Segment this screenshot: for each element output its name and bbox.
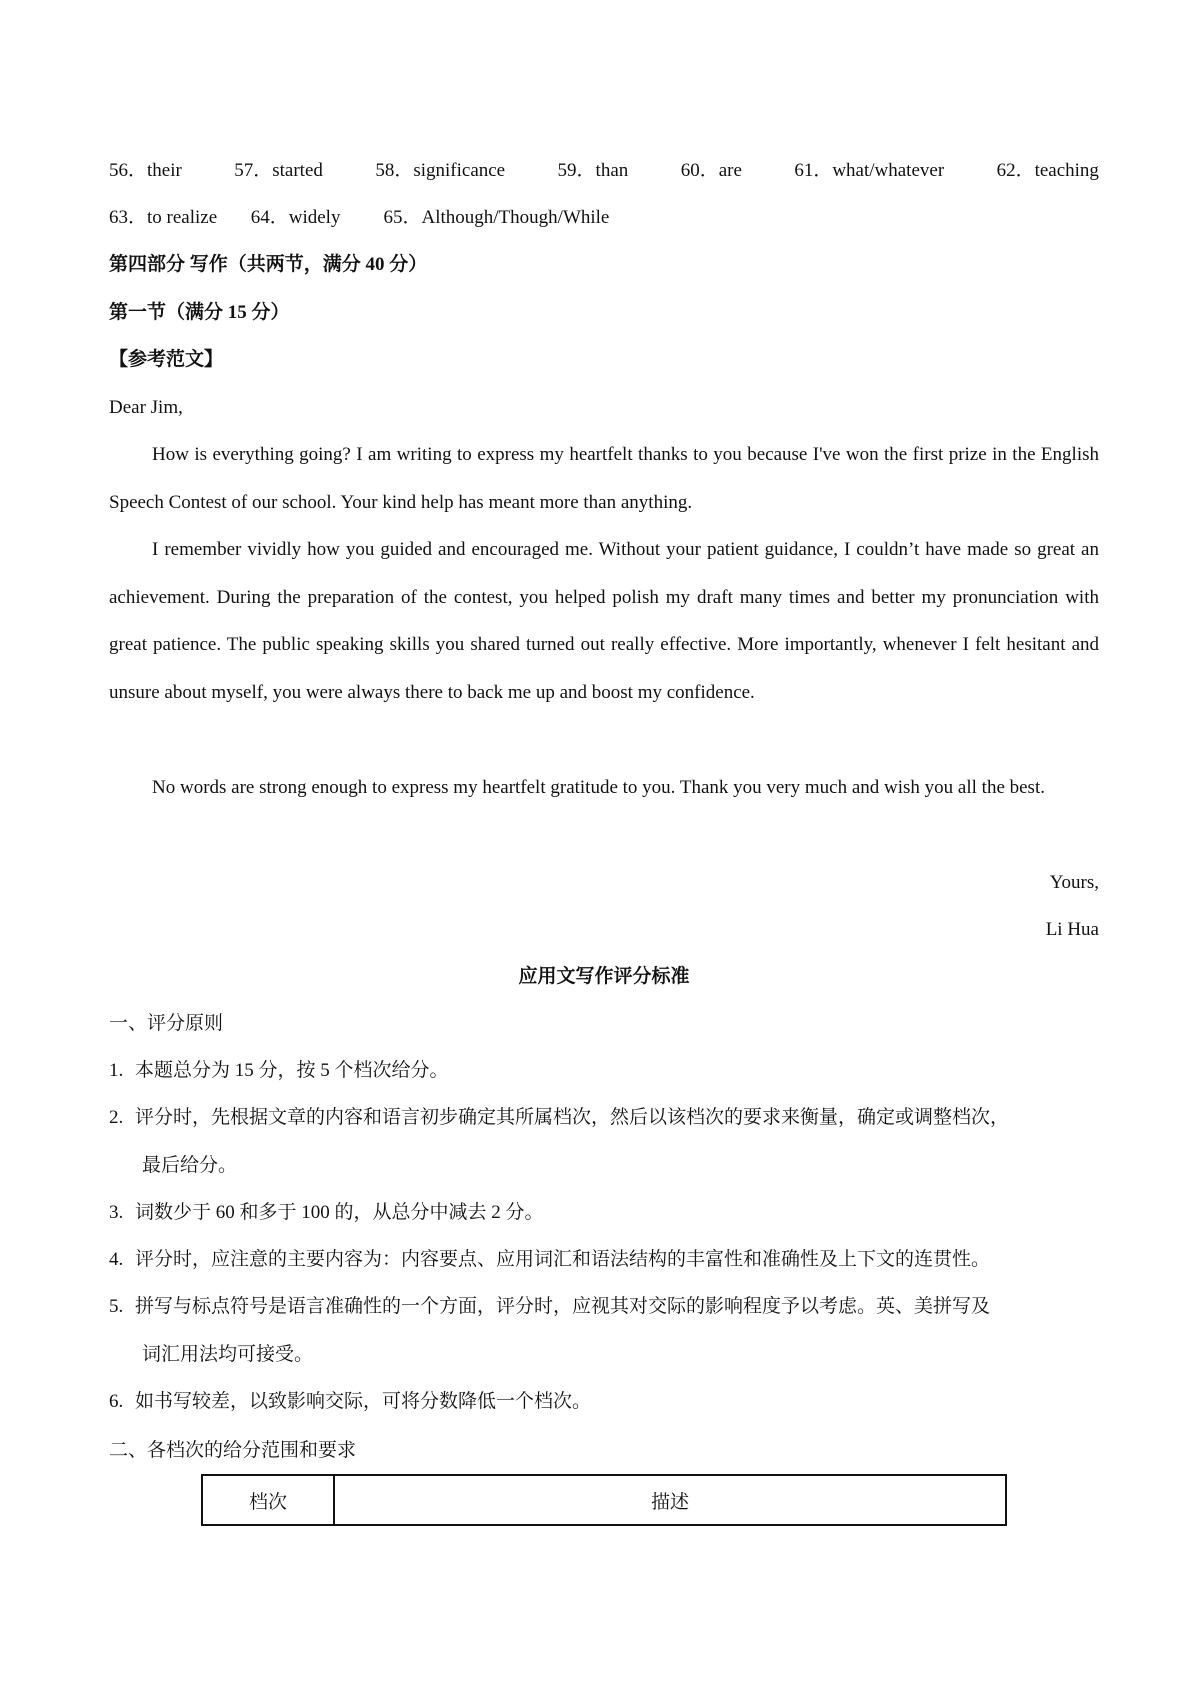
grading-table (201, 1474, 1007, 1526)
criteria-section1-heading: 一、评分原则 (109, 1013, 224, 1034)
criteria-title: 应用文写作评分标准 (518, 966, 690, 987)
table-header-row (202, 1475, 1006, 1525)
rule-text: 本题总分为 15 分，按 5 个档次给分。 (135, 1060, 449, 1081)
answer-item: 63．to realize (109, 207, 218, 228)
answer-item: 61．what/whatever (794, 160, 945, 181)
letter-paragraph-1: How is everything going? I am writing to express my heartfelt thanks to you because I've won the first prize in the English Speech Contest of our school. Your kind help has meant more than anything. (109, 444, 1099, 513)
table-header-description: 描述 (334, 1475, 1006, 1525)
rule-continuation: 最后给分。 (142, 1154, 238, 1176)
answer-item: 64．widely (250, 207, 341, 228)
rule-text: 评分时，先根据文章的内容和语言初步确定其所属档次，然后以该档次的要求来衡量，确定或调整档次， (135, 1107, 1010, 1128)
rule-item-3 (109, 1189, 1099, 1237)
rule-text: 评分时，应注意的主要内容为：内容要点、应用词汇和语法结构的丰富性和准确性及上下文的连贯性。 (135, 1249, 991, 1270)
rule-text: 如书写较差，以致影响交际，可将分数降低一个档次。 (135, 1391, 592, 1412)
section-title: 第四部分 写作（共两节，满分 40 分） (109, 254, 428, 275)
letter-salutation: Dear Jim, (109, 397, 183, 418)
answer-item: 62．teaching (996, 160, 1099, 181)
rule-item-5 (109, 1283, 1099, 1378)
answer-item: 58．significance (375, 160, 506, 181)
rule-number: 3. (109, 1202, 124, 1223)
rule-item-1 (109, 1047, 1099, 1095)
answer-row-1 (109, 158, 1099, 184)
answer-item: 59．than (557, 160, 629, 181)
sample-label: 【参考范文】 (109, 349, 224, 370)
rule-item-4 (109, 1236, 1099, 1284)
rule-continuation: 词汇用法均可接受。 (142, 1343, 314, 1365)
answer-item: 56．their (109, 160, 182, 181)
letter-signature: Li Hua (1045, 919, 1099, 940)
rule-number: 2. (109, 1107, 124, 1128)
letter-paragraph-2: I remember vividly how you guided and encouraged me. Without your patient guidance, I couldn’t have made so great an achievement. During the preparation of the contest, you helped polish my draft many times and better my pronunciation with great patience. The public speaking skills you shared turned out really effective. More importantly, whenever I felt hesitant and unsure about myself, you were always there to back me up and boost my confidence. (109, 539, 1099, 703)
answer-item: 65．Although/Though/While (383, 207, 610, 228)
answer-item: 57．started (234, 160, 323, 181)
answer-row-2 (109, 205, 609, 231)
criteria-section2-heading: 二、各档次的给分范围和要求 (109, 1440, 357, 1461)
rule-item-6 (109, 1378, 1099, 1426)
rule-number: 6. (109, 1391, 124, 1412)
table-header-level: 档次 (202, 1475, 334, 1525)
rule-number: 4. (109, 1249, 124, 1270)
rule-item-2 (109, 1094, 1099, 1189)
rule-text: 拼写与标点符号是语言准确性的一个方面，评分时，应视其对交际的影响程度予以考虑。英、美拼写及 (135, 1296, 991, 1317)
rule-number: 5. (109, 1296, 124, 1317)
subsection-title: 第一节（满分 15 分） (109, 302, 290, 323)
letter-closing: Yours, (1049, 872, 1099, 893)
rule-number: 1. (109, 1060, 124, 1081)
letter-paragraph-3: No words are strong enough to express my heartfelt gratitude to you. Thank you very much and wish you all the best. (152, 777, 1045, 798)
rule-text: 词数少于 60 和多于 100 的，从总分中减去 2 分。 (135, 1202, 544, 1223)
answer-item: 60．are (680, 160, 742, 181)
